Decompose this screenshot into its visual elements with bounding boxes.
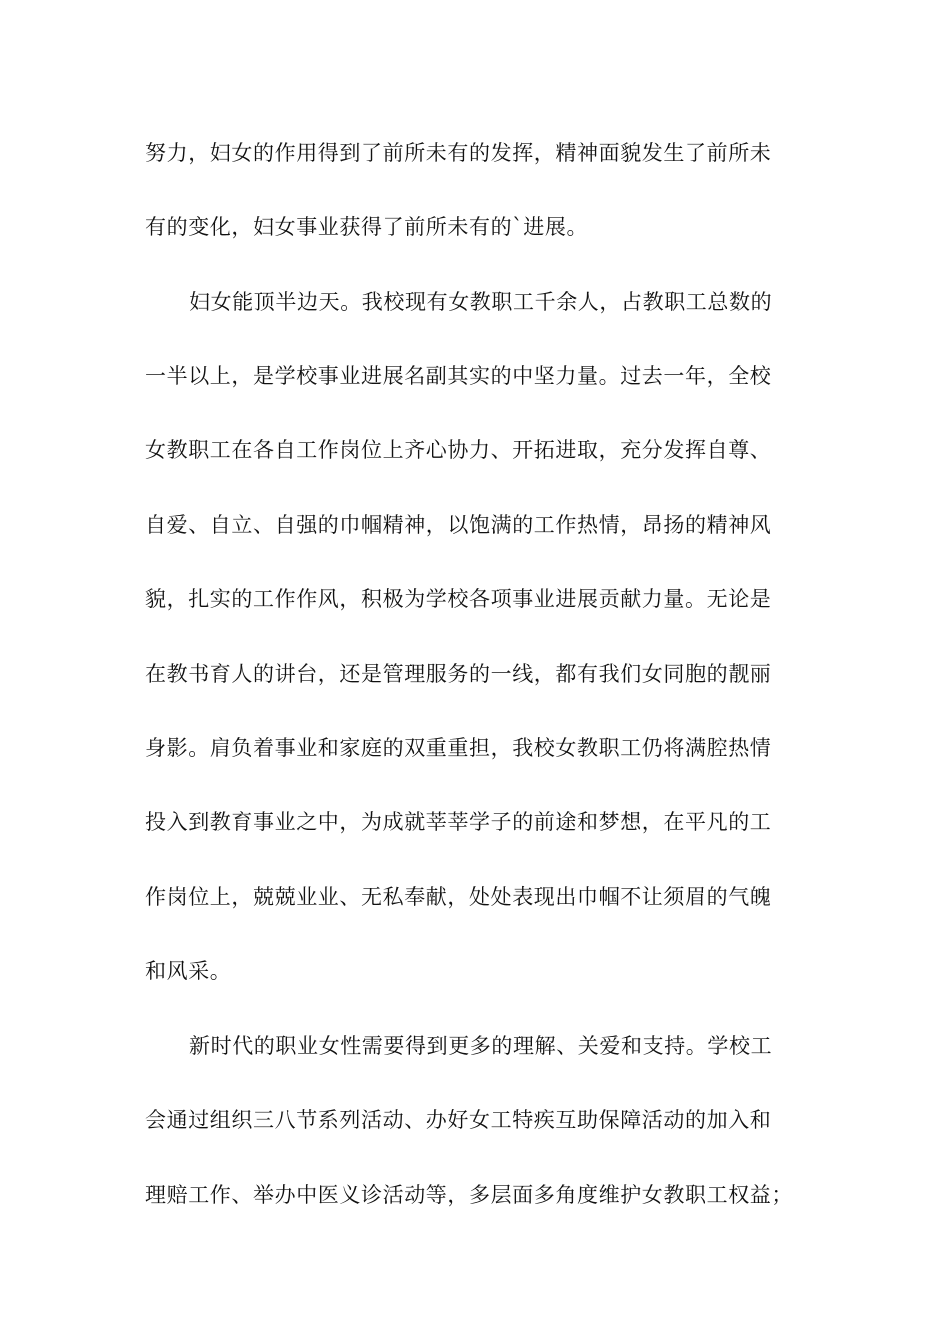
text-line: 在教书育人的讲台，还是管理服务的一线，都有我们女同胞的靓丽 [145,662,772,686]
paragraph-start-line: 妇女能顶半边天。我校现有女教职工千余人，占教职工总数的 [189,290,773,314]
text-line: 作岗位上，兢兢业业、无私奉献，处处表现出巾帼不让须眉的气魄 [145,885,772,909]
text-line: 女教职工在各自工作岗位上齐心协力、开拓进取，充分发挥自尊、 [145,438,772,462]
paragraph-start-line: 新时代的职业女性需要得到更多的理解、关爱和支持。学校工 [189,1034,773,1058]
text-line: 貌，扎实的工作作风，积极为学校各项事业进展贡献力量。无论是 [145,587,772,611]
text-line: 努力，妇女的作用得到了前所未有的发挥，精神面貌发生了前所未 [145,141,772,165]
text-line: 有的变化，妇女事业获得了前所未有的`进展。 [145,215,589,239]
text-line: 投入到教育事业之中，为成就莘莘学子的前途和梦想，在平凡的工 [145,810,772,834]
text-line: 理赔工作、举办中医义诊活动等，多层面多角度维护女教职工权益； [145,1183,793,1207]
text-line: 身影。肩负着事业和家庭的双重重担，我校女教职工仍将满腔热情 [145,736,772,760]
text-line: 和风采。 [145,959,232,983]
text-line: 会通过组织三八节系列活动、办好女工特疾互助保障活动的加入和 [145,1108,772,1132]
text-line: 自爱、自立、自强的巾帼精神，以饱满的工作热情，昂扬的精神风 [145,513,772,537]
text-line: 一半以上，是学校事业进展名副其实的中坚力量。过去一年，全校 [145,364,772,388]
